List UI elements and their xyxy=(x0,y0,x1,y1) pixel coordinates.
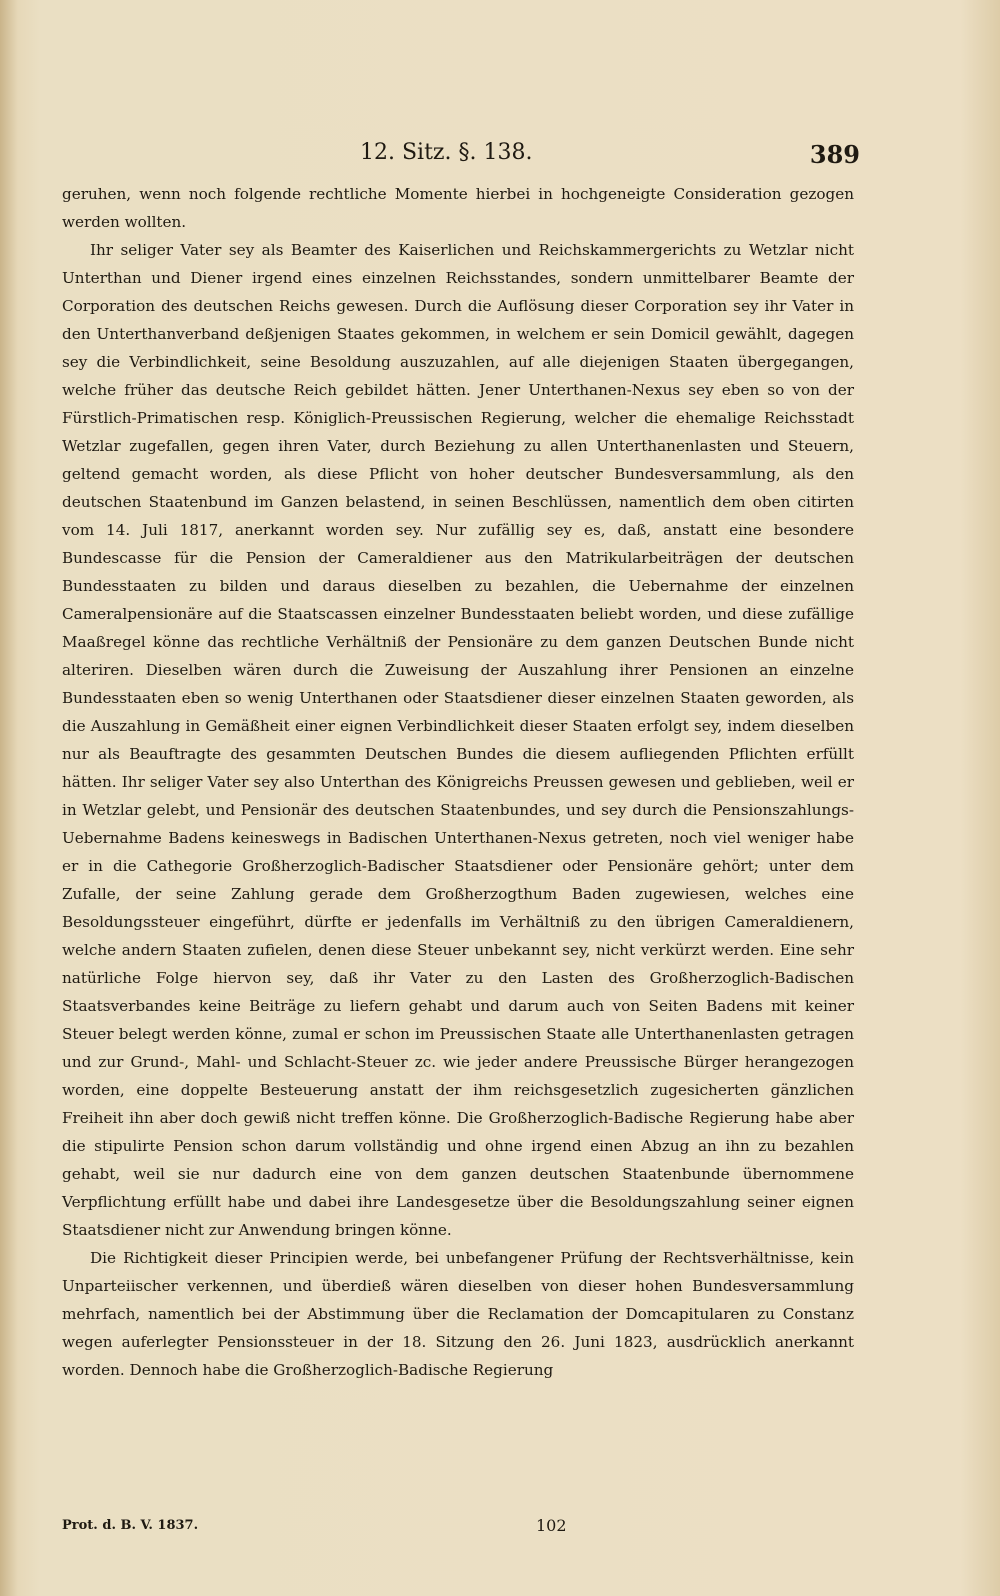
body-text xyxy=(62,180,854,1384)
running-title: 12. Sitz. §. 138. xyxy=(360,140,533,165)
sheet-number: 102 xyxy=(536,1516,567,1535)
page-number: 389 xyxy=(809,140,860,169)
paragraph: Ihr seliger Vater sey als Beamter des Kaiserlichen und Reichskammergerichts zu Wetzlar nicht Unterthan und Diener irgend eines einzelnen Reichsstandes, sondern unmittelbarer Beamte der Corporation des deutschen Reichs gewesen. Durch die Auflösung dieser Corporation sey ihr Vater in den Unterthanverband deßjenigen Staates gekommen, in welchem er sein Domicil gewählt, dagegen sey die Verbindlichkeit, seine Besoldung auszuzahlen, auf alle diejenigen Staaten übergegangen, welche früher das deutsche Reich gebildet hätten. Jener Unterthanen-Nexus sey eben so von der Fürstlich-Primatischen resp. Königlich-Preussischen Regierung, welcher die ehemalige Reichsstadt Wetzlar zugefallen, gegen ihren Vater, durch Beziehung zu allen Unterthanenlasten und Steuern, geltend gemacht worden, als diese Pflicht von hoher deutscher Bundesversammlung, als den deutschen Staatenbund im Ganzen belastend, in seinen Beschlüssen, namentlich dem oben citirten vom 14. Juli 1817, anerkannt worden sey. Nur zufällig sey es, daß, anstatt eine besondere Bundescasse für die Pension der Cameraldiener aus den Matrikularbeiträgen der deutschen Bundesstaaten zu bilden und daraus dieselben zu bezahlen, die Uebernahme der einzelnen Cameralpensionäre auf die Staatscassen einzelner Bundesstaaten beliebt worden, und diese zufällige Maaßregel könne das rechtliche Verhältniß der Pensionäre zu dem ganzen Deutschen Bunde nicht alteriren. Dieselben wären durch die Zuweisung der Auszahlung ihrer Pensionen an einzelne Bundesstaaten eben so wenig Unterthanen oder Staatsdiener dieser einzelnen Staaten geworden, als die Auszahlung in Gemäßheit einer eignen Verbindlichkeit dieser Staaten erfolgt sey, indem dieselben nur als Beauftragte des gesammten Deutschen Bundes die diesem aufliegenden Pflichten erfüllt hätten. Ihr seliger Vater sey also Unterthan des Königreichs Preussen gewesen und geblieben, weil er in Wetzlar gelebt, und Pensionär des deutschen Staatenbundes, und sey durch die Pensionszahlungs-Uebernahme Badens keineswegs in Badischen Unterthanen-Nexus getreten, noch viel weniger habe er in die Cathegorie Großherzoglich-Badischer Staatsdiener oder Pensionäre gehört; unter dem Zufalle, der seine Zahlung gerade dem Großherzogthum Baden zugewiesen, welches eine Besoldungssteuer eingeführt, dürfte er jedenfalls im Verhältniß zu den übrigen Cameraldienern, welche andern Staaten zufielen, denen diese Steuer unbekannt sey, nicht verkürzt werden. Eine sehr natürliche Folge hiervon sey, daß ihr Vater zu den Lasten des Großherzoglich-Badischen Staatsverbandes keine Beiträge zu liefern gehabt und darum auch von Seiten Badens mit keiner Steuer belegt werden könne, zumal er schon im Preussischen Staate alle Unterthanenlasten getragen und zur Grund-, Mahl- und Schlacht-Steuer zc. wie jeder andere Preussische Bürger herangezogen worden, eine doppelte Besteuerung anstatt der ihm reichsgesetzlich zugesicherten gänzlichen Freiheit ihn aber doch gewiß nicht treffen könne. Die Großherzoglich-Badische Regierung habe aber die stipulirte Pension schon darum vollständig und ohne irgend einen Abzug an ihn zu bezahlen gehabt, weil sie nur dadurch eine von dem ganzen deutschen Staatenbunde übernommene Verpflichtung erfüllt habe und dabei ihre Landesgesetze über die Besoldungszahlung seiner eignen Staatsdiener nicht zur Anwendung bringen könne. xyxy=(62,241,854,1239)
signature-mark: Prot. d. B. V. 1837. xyxy=(62,1518,199,1533)
paragraph: Die Richtigkeit dieser Principien werde, bei unbefangener Prüfung der Rechtsverhältnisse, kein Unparteiischer verkennen, und überdieß wären dieselben von dieser hohen Bundesversammlung mehrfach, namentlich bei der Abstimmung über die Reclamation der Domcapitularen zu Constanz wegen auferlegter Pensionssteuer in der 18. Sitzung den 26. Juni 1823, ausdrücklich anerkannt worden. Dennoch habe die Großherzoglich-Badische Regierung xyxy=(62,1249,854,1379)
paragraph-continuation: geruhen, wenn noch folgende rechtliche Momente hierbei in hochgeneigte Consideration gezogen werden wollten. xyxy=(62,185,854,231)
running-header xyxy=(0,138,1000,172)
page-footer xyxy=(62,1518,854,1542)
